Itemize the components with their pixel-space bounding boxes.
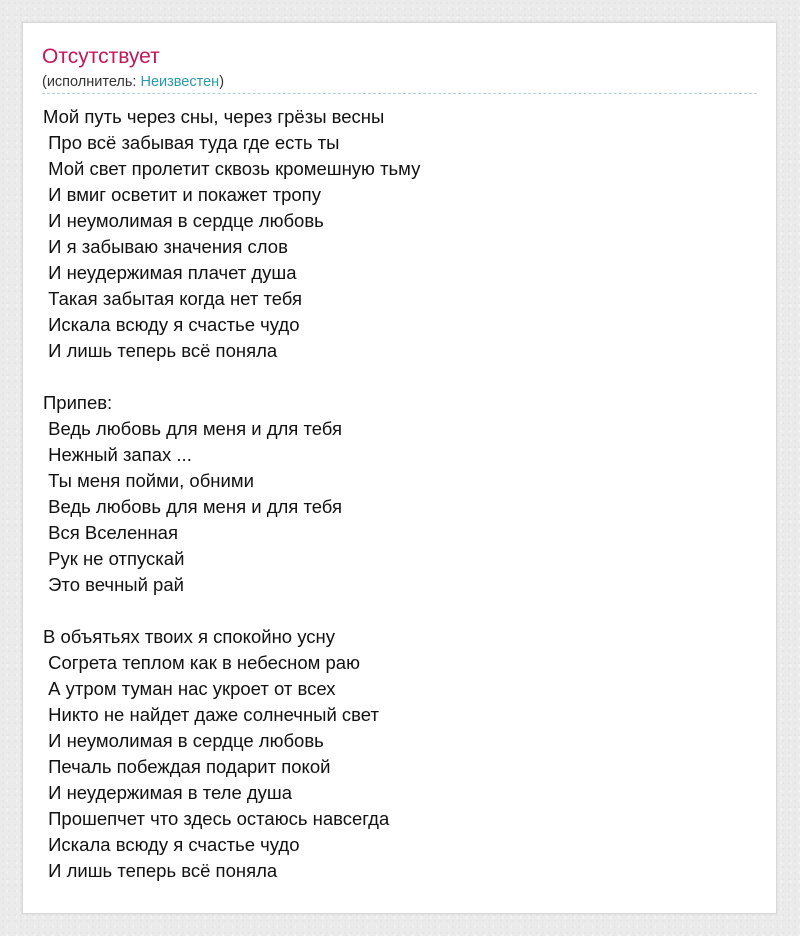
song-title: Отсутствует — [42, 45, 160, 68]
header-divider — [42, 93, 757, 94]
chorus-label: Припев: — [43, 392, 113, 413]
lyric-line: Мой путь через сны, через грёзы весны — [43, 106, 385, 127]
lyric-line: Ведь любовь для меня и для тебя — [43, 418, 342, 439]
lyric-line: А утром туман нас укроет от всех — [43, 678, 336, 699]
lyric-line: И вмиг осветит и покажет тропу — [43, 184, 321, 205]
lyric-line: И неумолимая в сердце любовь — [43, 730, 324, 751]
artist-prefix: (исполнитель: — [42, 74, 141, 90]
lyric-line: Ведь любовь для меня и для тебя — [43, 496, 342, 517]
lyric-line: И я забываю значения слов — [43, 236, 288, 257]
lyric-line: Про всё забывая туда где есть ты — [43, 132, 340, 153]
artist-line — [42, 72, 224, 92]
lyric-line: Прошепчет что здесь остаюсь навсегда — [43, 808, 390, 829]
lyric-line: Такая забытая когда нет тебя — [43, 288, 303, 309]
lyric-line: И лишь теперь всё поняла — [43, 340, 278, 361]
lyric-line: Нежный запах ... — [43, 444, 192, 465]
lyric-line: Никто не найдет даже солнечный свет — [43, 704, 379, 725]
stanza-break — [43, 364, 758, 390]
artist-suffix: ) — [219, 74, 225, 90]
lyric-line: Вся Вселенная — [43, 522, 178, 543]
lyric-line: И неумолимая в сердце любовь — [43, 210, 324, 231]
lyric-line: Ты меня пойми, обними — [43, 470, 254, 491]
lyrics-text — [43, 104, 758, 884]
artist-link[interactable]: Неизвестен — [140, 74, 220, 90]
lyric-line: И лишь теперь всё поняла — [43, 860, 278, 881]
stanza-break — [43, 598, 758, 624]
lyric-line: Согрета теплом как в небесном раю — [43, 652, 360, 673]
lyric-line: Печаль побеждая подарит покой — [43, 756, 331, 777]
lyric-line: И неудержимая плачет душа — [43, 262, 297, 283]
lyric-line: Искала всюду я счастье чудо — [43, 834, 300, 855]
lyric-line: В объятьях твоих я спокойно усну — [43, 626, 335, 647]
lyric-line: Это вечный рай — [43, 574, 184, 595]
lyric-line: Искала всюду я счастье чудо — [43, 314, 300, 335]
lyric-line: Рук не отпускай — [43, 548, 185, 569]
lyrics-card — [22, 22, 777, 914]
lyric-line: И неудержимая в теле душа — [43, 782, 293, 803]
lyric-line: Мой свет пролетит сквозь кромешную тьму — [43, 158, 421, 179]
